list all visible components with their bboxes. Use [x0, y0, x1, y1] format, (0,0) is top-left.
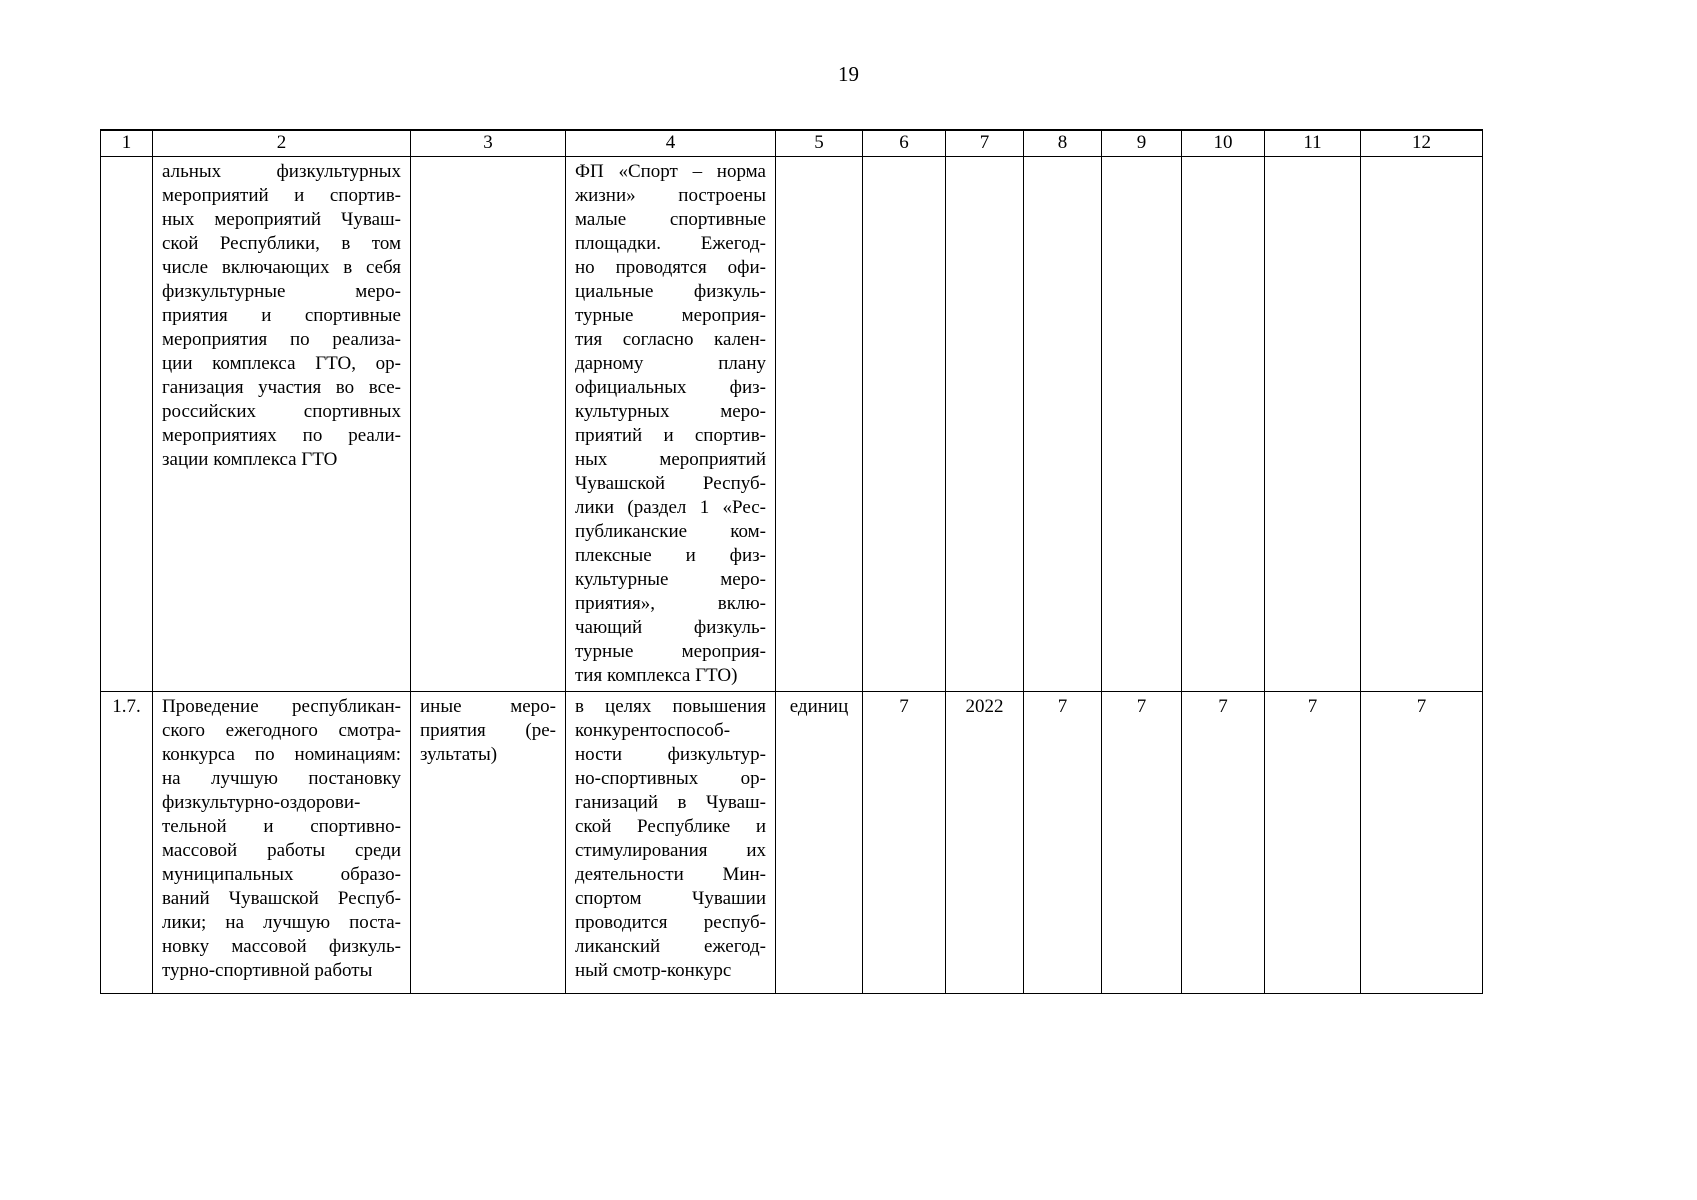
cell-unit — [776, 156, 863, 691]
table-row-1-7 — [101, 691, 1483, 993]
cell-value-12 — [1361, 156, 1483, 691]
header-cell-1: 1 — [101, 130, 153, 156]
cell-value-11 — [1265, 156, 1361, 691]
cell-event-type: иные меро- приятия (ре- зультаты) — [411, 691, 566, 993]
cell-item-number: 1.7. — [101, 691, 153, 993]
cell-value-6: 7 — [863, 691, 946, 993]
cell-value-8 — [1024, 156, 1102, 691]
cell-value-8: 7 — [1024, 691, 1102, 993]
header-cell-12: 12 — [1361, 130, 1483, 156]
header-cell-8: 8 — [1024, 130, 1102, 156]
header-cell-11: 11 — [1265, 130, 1361, 156]
cell-justification: ФП «Спорт – норма жизни» построены малые спортивные площадки. Ежегод- но проводятся офи- циальные физкуль- турные мероприя- тия согласно кален- дарному плану официальных физ- культурных меро- приятий и спортив- ных мероприятий Чувашской Респуб- лики (раздел 1 «Рес- публиканские ком- плексные и физ- культурные меро- приятия», вклю- чающий физкуль- турные мероприя- тия комплекса ГТО) — [566, 156, 776, 691]
cell-value-9: 7 — [1102, 691, 1182, 993]
cell-item-number — [101, 156, 153, 691]
cell-justification: в целях повышения конкурентоспособ- ности физкультур- но-спортивных ор- ганизаций в Чуваш- ской Республике и стимулирования их деятельности Мин- спортом Чувашии проводится респуб- ликанский ежегод- ный смотр-конкурс — [566, 691, 776, 993]
header-cell-4: 4 — [566, 130, 776, 156]
page-number: 19 — [838, 62, 859, 86]
cell-value-12: 7 — [1361, 691, 1483, 993]
header-cell-5: 5 — [776, 130, 863, 156]
cell-value-10: 7 — [1182, 691, 1265, 993]
cell-value-7 — [946, 156, 1024, 691]
header-cell-3: 3 — [411, 130, 566, 156]
cell-event-name: альных физкультурных мероприятий и спортив- ных мероприятий Чуваш- ской Республики, в том числе включающих в себя физкультурные меро- приятия и спортивные мероприятия по реализа- ции комплекса ГТО, ор- ганизация участия во все- российских спортивных мероприятиях по реали- зации комплекса ГТО — [153, 156, 411, 691]
header-cell-9: 9 — [1102, 130, 1182, 156]
table-row-continuation — [101, 156, 1483, 691]
cell-event-name: Проведение республикан- ского ежегодного смотра- конкурса по номинациям: на лучшую постановку физкультурно-оздорови- тельной и спортивно- массовой работы среди муниципальных образо- ваний Чувашской Респуб- лики; на лучшую поста- новку массовой физкуль- турно-спортивной работы — [153, 691, 411, 993]
cell-value-7: 2022 — [946, 691, 1024, 993]
cell-value-9 — [1102, 156, 1182, 691]
header-cell-10: 10 — [1182, 130, 1265, 156]
cell-value-11: 7 — [1265, 691, 1361, 993]
table-header-row — [101, 130, 1483, 156]
cell-unit: единиц — [776, 691, 863, 993]
cell-event-type — [411, 156, 566, 691]
header-cell-7: 7 — [946, 130, 1024, 156]
header-cell-6: 6 — [863, 130, 946, 156]
header-cell-2: 2 — [153, 130, 411, 156]
cell-value-10 — [1182, 156, 1265, 691]
cell-value-6 — [863, 156, 946, 691]
document-table — [100, 129, 1483, 994]
